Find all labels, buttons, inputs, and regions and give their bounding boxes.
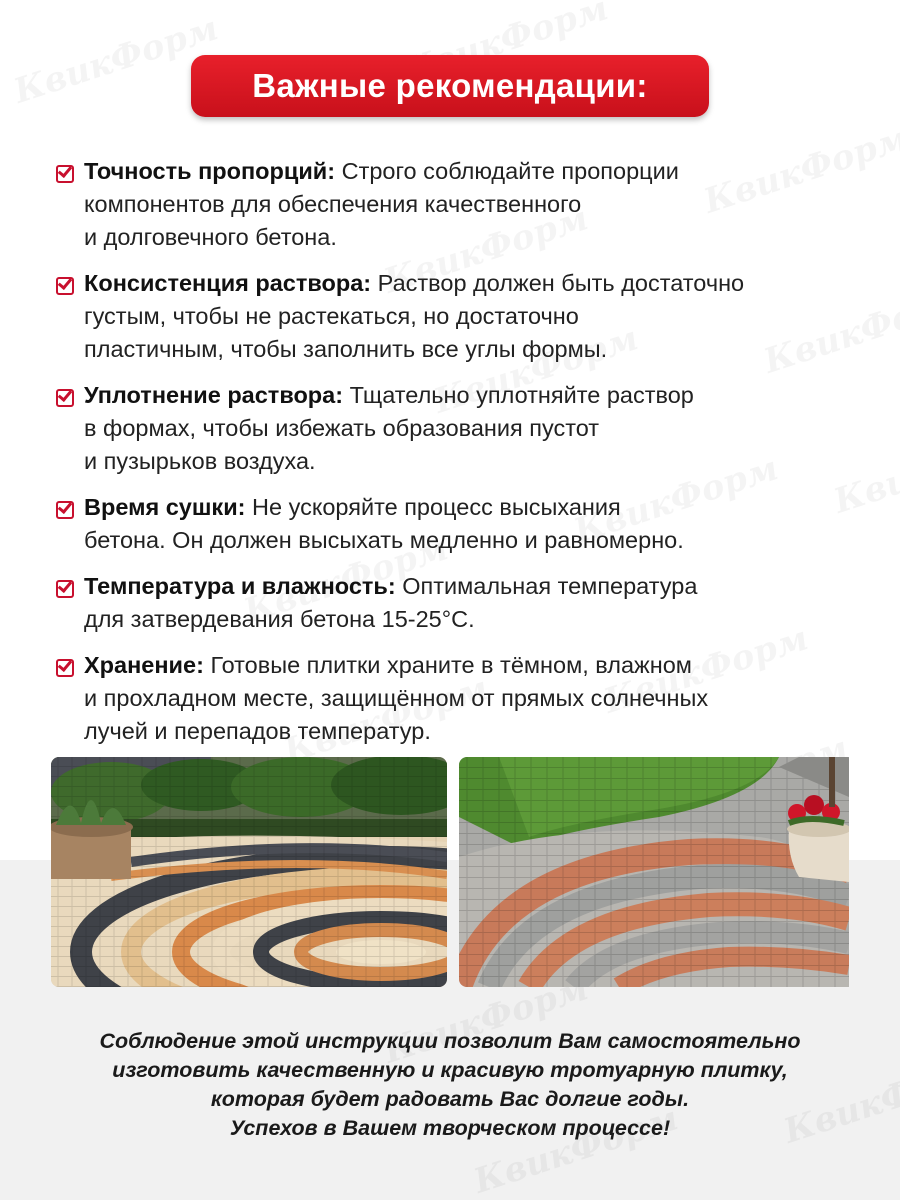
recommendation-text: Не ускоряйте процесс высыхания <box>252 494 621 520</box>
recommendations-list <box>52 155 882 761</box>
closing-line: Успехов в Вашем творческом процессе! <box>229 1116 671 1140</box>
header-banner <box>191 55 709 117</box>
recommendation-title: Консистенция раствора: <box>84 270 372 296</box>
recommendation-text: бетона. Он должен высыхать медленно и равномерно. <box>84 527 684 553</box>
recommendation-item <box>52 491 882 557</box>
recommendation-text: и прохладном месте, защищённом от прямых солнечных <box>84 685 709 711</box>
recommendation-item <box>52 649 882 748</box>
recommendation-text: густым, чтобы не растекаться, но достаточно <box>84 303 579 329</box>
recommendation-text: Готовые плитки храните в тёмном, влажном <box>210 652 692 678</box>
closing-line: изготовить качественную и красивую тротуарную плитку, <box>112 1058 788 1082</box>
recommendation-text: компонентов для обеспечения качественного <box>84 191 582 217</box>
recommendation-text: пластичным, чтобы заполнить все углы формы. <box>84 336 608 362</box>
recommendation-title: Точность пропорций: <box>84 158 336 184</box>
recommendation-title: Хранение: <box>84 652 204 678</box>
recommendation-text: Тщательно уплотняйте раствор <box>349 382 694 408</box>
recommendation-text: лучей и перепадов температур. <box>84 718 431 744</box>
closing-line: которая будет радовать Вас долгие годы. <box>210 1087 690 1111</box>
closing-message <box>40 1027 860 1143</box>
recommendation-text: Оптимальная температура <box>402 573 698 599</box>
recommendation-text: и пузырьков воздуха. <box>84 448 316 474</box>
checkbox-icon <box>56 165 74 183</box>
recommendation-title: Время сушки: <box>84 494 246 520</box>
recommendation-text: в формах, чтобы избежать образования пустот <box>84 415 600 441</box>
recommendation-title: Температура и влажность: <box>84 573 396 599</box>
recommendation-text: для затвердевания бетона 15-25°C. <box>84 606 475 632</box>
recommendation-text: Строго соблюдайте пропорции <box>341 158 679 184</box>
recommendation-item <box>52 267 882 366</box>
recommendation-text: Раствор должен быть достаточно <box>377 270 745 296</box>
recommendation-item <box>52 155 882 254</box>
closing-line: Соблюдение этой инструкции позволит Вам самостоятельно <box>99 1029 801 1053</box>
page-title: Важные рекомендации: <box>252 67 648 104</box>
checkbox-icon <box>56 659 74 677</box>
checkbox-icon <box>56 501 74 519</box>
checkbox-icon <box>56 389 74 407</box>
checkbox-icon <box>56 580 74 598</box>
checkbox-icon <box>56 277 74 295</box>
recommendation-item <box>52 570 882 636</box>
recommendation-title: Уплотнение раствора: <box>84 382 344 408</box>
recommendation-item <box>52 379 882 478</box>
recommendation-text: и долговечного бетона. <box>84 224 337 250</box>
paving-circles-photo <box>51 757 447 987</box>
paving-path-photo <box>459 757 855 987</box>
